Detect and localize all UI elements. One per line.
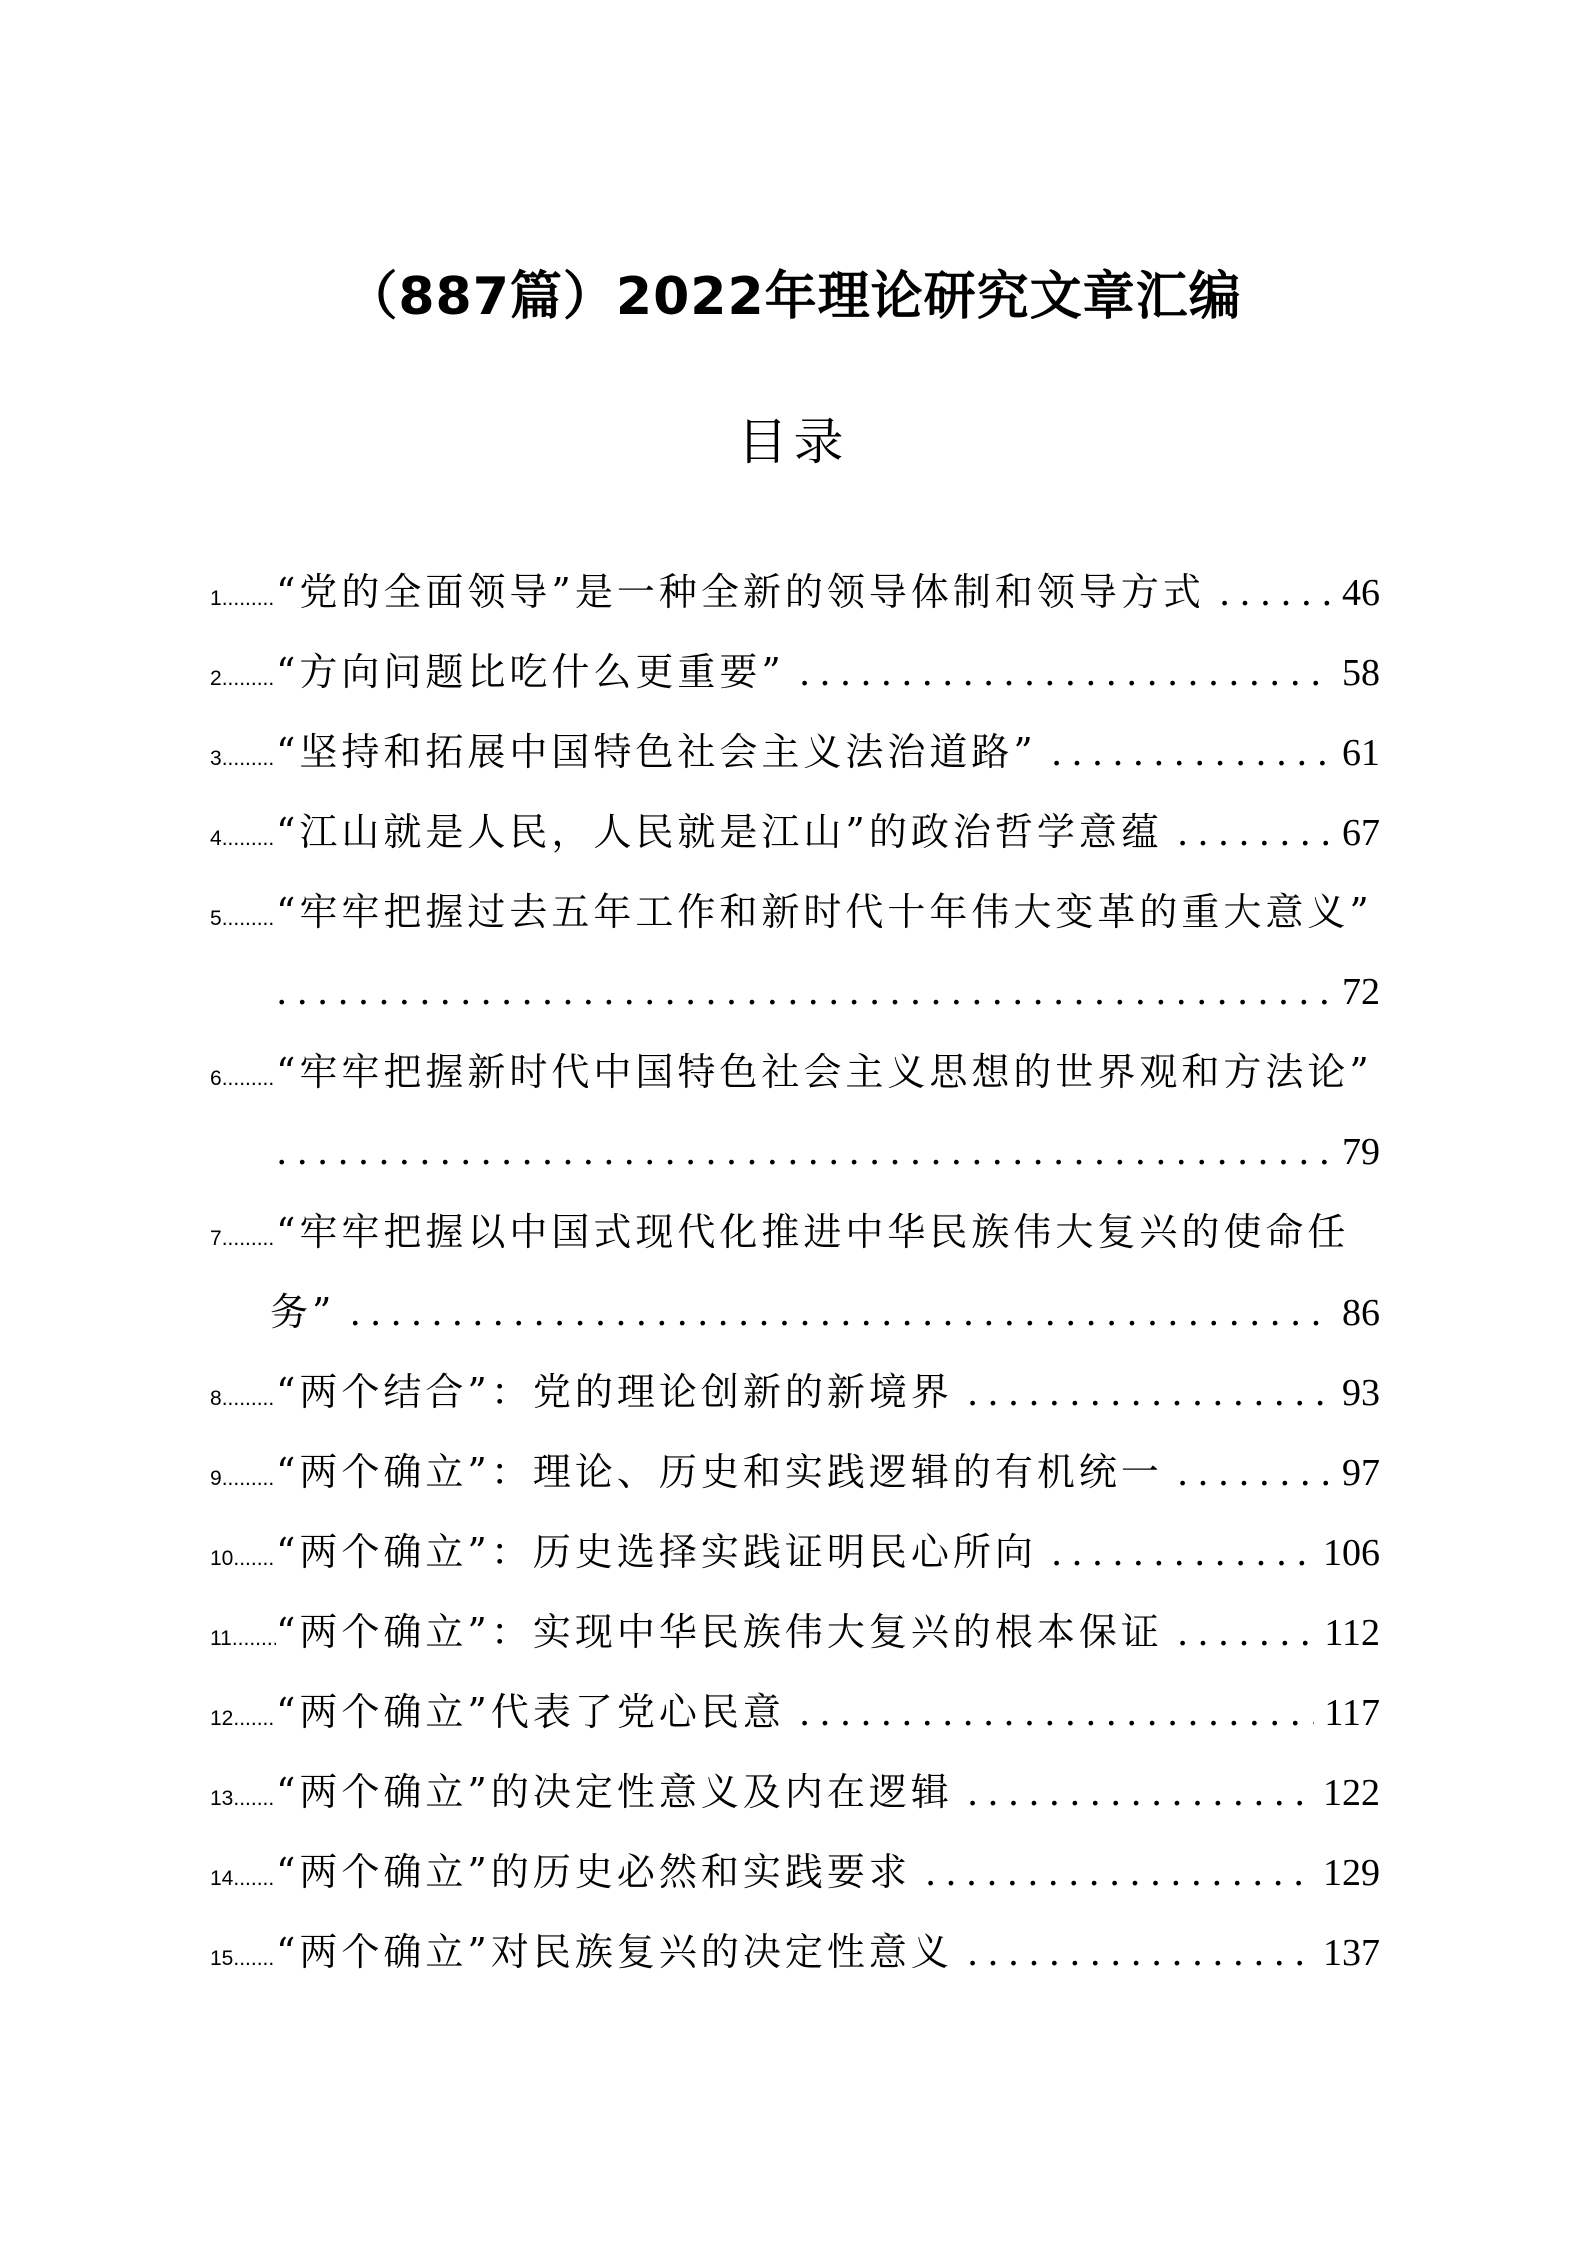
toc-entry-title: “两个结合”：党的理论创新的新境界 xyxy=(276,1370,953,1414)
toc-entry-title: “两个确立”：理论、历史和实践逻辑的有机统一 xyxy=(276,1450,1163,1494)
dot-leader xyxy=(1177,1594,1315,1672)
toc-entry[interactable] xyxy=(210,552,1380,632)
document-title: （887篇）2022年理论研究文章汇编 xyxy=(345,267,1242,327)
dot-leader xyxy=(1177,1434,1332,1512)
toc-entry[interactable] xyxy=(210,1432,1380,1512)
toc-entry-number: 10 ..... xyxy=(210,1519,276,1592)
toc-entry[interactable] xyxy=(210,632,1380,712)
toc-entry-page: 79 xyxy=(1342,1131,1380,1173)
toc-entry-number: 2 ..... xyxy=(210,639,276,712)
toc-entry-title: “坚持和拓展中国特色社会主义法治道路” xyxy=(276,730,1037,774)
toc-entry-page: 112 xyxy=(1324,1612,1380,1654)
dot-leader xyxy=(349,1274,1332,1352)
toc-entry[interactable] xyxy=(210,1912,1380,1992)
toc-heading: 目录 xyxy=(737,413,850,471)
dot-leader xyxy=(1051,714,1332,792)
toc-entry[interactable] xyxy=(210,792,1380,872)
toc-entry-page: 129 xyxy=(1323,1852,1380,1894)
table-of-contents xyxy=(210,552,1380,1992)
toc-entry-number: 6 ..... xyxy=(210,1039,276,1112)
toc-entry[interactable] xyxy=(210,1352,1380,1432)
toc-entry-number: 3 ..... xyxy=(210,719,276,792)
toc-entry-page: 97 xyxy=(1342,1452,1380,1494)
toc-entry-title: “牢牢把握以中国式现代化推进中华民族伟大复兴的使命任 xyxy=(276,1210,1350,1254)
toc-entry-title-continued: 务” xyxy=(270,1290,336,1334)
toc-entry-title: “两个确立”的历史必然和实践要求 xyxy=(276,1850,911,1894)
toc-entry[interactable] xyxy=(210,1512,1380,1592)
toc-entry-page: 61 xyxy=(1342,732,1380,774)
toc-entry[interactable] xyxy=(210,872,1380,1032)
toc-entry-number: 9 ..... xyxy=(210,1439,276,1512)
toc-entry-page: 106 xyxy=(1323,1532,1380,1574)
toc-entry-number: 13 ..... xyxy=(210,1759,276,1832)
toc-entry-page: 72 xyxy=(1342,971,1380,1013)
toc-entry[interactable] xyxy=(210,1752,1380,1832)
toc-entry-number: 15 ..... xyxy=(210,1919,276,1992)
toc-entry-page: 46 xyxy=(1342,572,1380,614)
dot-leader xyxy=(967,1754,1313,1832)
toc-entry-page: 122 xyxy=(1323,1772,1380,1814)
toc-entry-title: “方向问题比吃什么更重要” xyxy=(276,650,785,694)
toc-entry-page: 117 xyxy=(1324,1692,1380,1734)
toc-entry-title: “牢牢把握过去五年工作和新时代十年伟大变革的重大意义” xyxy=(276,890,1373,934)
toc-entry-number: 8 ..... xyxy=(210,1359,276,1432)
toc-entry-number: 1 ..... xyxy=(210,559,276,632)
toc-entry-title: “党的全面领导”是一种全新的领导体制和领导方式 xyxy=(276,570,1205,614)
dot-leader xyxy=(967,1354,1332,1432)
toc-entry-number: 5 ..... xyxy=(210,879,276,952)
dot-leader xyxy=(1219,554,1332,632)
toc-entry-number: 14 ..... xyxy=(210,1839,276,1912)
toc-entry-page: 86 xyxy=(1342,1292,1380,1334)
toc-entry[interactable] xyxy=(210,712,1380,792)
dot-leader xyxy=(925,1834,1313,1912)
toc-entry-number: 12 ..... xyxy=(210,1679,276,1752)
dot-leader xyxy=(799,1674,1315,1752)
toc-entry-number: 4 ..... xyxy=(210,799,276,872)
toc-entry[interactable] xyxy=(210,1192,1380,1352)
toc-entry[interactable] xyxy=(210,1032,1380,1192)
toc-entry[interactable] xyxy=(210,1832,1380,1912)
dot-leader xyxy=(276,1113,1332,1192)
toc-entry-page: 137 xyxy=(1323,1932,1380,1974)
toc-entry-page: 93 xyxy=(1342,1372,1380,1414)
toc-entry-title: “牢牢把握新时代中国特色社会主义思想的世界观和方法论” xyxy=(276,1050,1373,1094)
toc-entry-number: 11 ..... xyxy=(210,1599,276,1672)
toc-entry-title: “江山就是人民，人民就是江山”的政治哲学意蕴 xyxy=(276,810,1163,854)
toc-entry-page: 58 xyxy=(1342,652,1380,694)
toc-entry-title: “两个确立”：实现中华民族伟大复兴的根本保证 xyxy=(276,1610,1163,1654)
toc-entry-title: “两个确立”对民族复兴的决定性意义 xyxy=(276,1930,953,1974)
toc-entry-title: “两个确立”：历史选择实践证明民心所向 xyxy=(276,1530,1037,1574)
toc-entry[interactable] xyxy=(210,1592,1380,1672)
toc-entry-page: 67 xyxy=(1342,812,1380,854)
toc-entry[interactable] xyxy=(210,1672,1380,1752)
dot-leader xyxy=(967,1914,1313,1992)
dot-leader xyxy=(276,953,1332,1032)
dot-leader xyxy=(799,634,1332,712)
dot-leader xyxy=(1177,794,1332,872)
dot-leader xyxy=(1051,1514,1313,1592)
toc-entry-title: “两个确立”的决定性意义及内在逻辑 xyxy=(276,1770,953,1814)
toc-entry-number: 7 ..... xyxy=(210,1199,276,1272)
toc-entry-title: “两个确立”代表了党心民意 xyxy=(276,1690,785,1734)
